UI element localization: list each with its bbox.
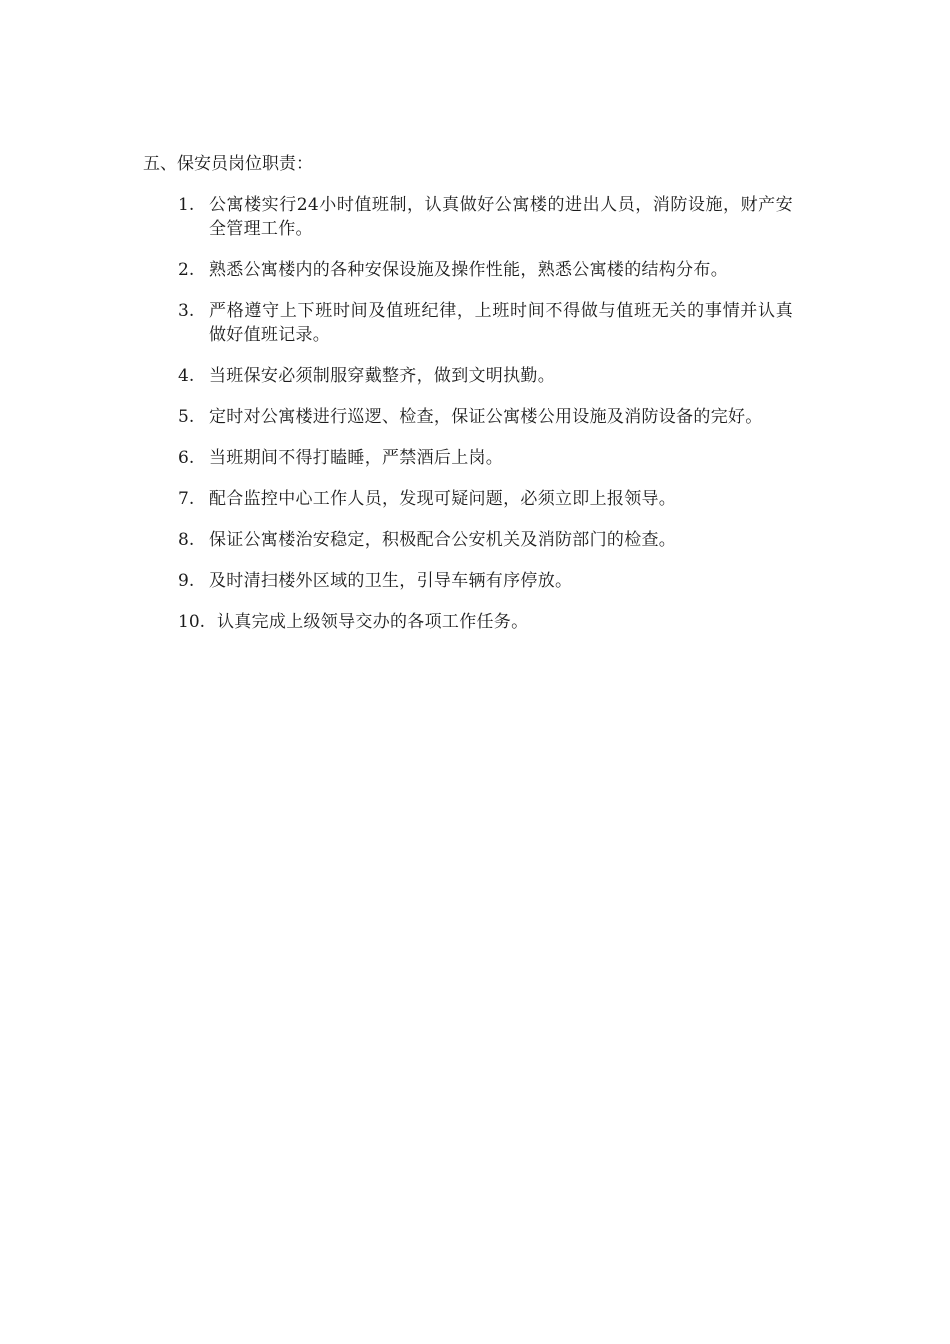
list-item-text: 定时对公寓楼进行巡逻、检查，保证公寓楼公用设施及消防设备的完好。	[209, 407, 763, 427]
list-item-text: 认真完成上级领导交办的各项工作任务。	[217, 612, 529, 632]
list-item-number: 8.	[178, 530, 195, 550]
list-item	[178, 299, 793, 347]
list-item-number: 9.	[178, 571, 195, 591]
list-item	[178, 446, 793, 470]
list-item-text: 当班保安必须制服穿戴整齐，做到文明执勤。	[209, 366, 555, 386]
list-item-number: 4.	[178, 366, 195, 386]
list-item-text: 严格遵守上下班时间及值班纪律，上班时间不得做与值班无关的事情并认真做好值班记录。	[209, 301, 793, 345]
list-item	[178, 610, 793, 634]
duty-list	[178, 193, 793, 651]
list-item	[178, 258, 793, 282]
list-item-text: 公寓楼实行24小时值班制，认真做好公寓楼的进出人员，消防设施，财产安全管理工作。	[209, 195, 793, 239]
list-item-text: 配合监控中心工作人员，发现可疑问题，必须立即上报领导。	[209, 489, 677, 509]
list-item-text: 当班期间不得打瞌睡，严禁酒后上岗。	[209, 448, 504, 468]
section-title: 五、保安员岗位职责：	[143, 154, 313, 174]
list-item	[178, 528, 793, 552]
list-item-number: 1.	[178, 195, 195, 215]
list-item	[178, 193, 793, 241]
list-item	[178, 487, 793, 511]
list-item	[178, 405, 793, 429]
list-item-number: 5.	[178, 407, 195, 427]
list-item-number: 7.	[178, 489, 195, 509]
list-item-number: 10.	[178, 612, 206, 632]
list-item-text: 熟悉公寓楼内的各种安保设施及操作性能，熟悉公寓楼的结构分布。	[209, 260, 728, 280]
list-item	[178, 569, 793, 593]
list-item-text: 保证公寓楼治安稳定，积极配合公安机关及消防部门的检查。	[209, 530, 677, 550]
list-item	[178, 364, 793, 388]
list-item-number: 3.	[178, 301, 195, 321]
list-item-number: 2.	[178, 260, 195, 280]
list-item-number: 6.	[178, 448, 195, 468]
list-item-text: 及时清扫楼外区域的卫生，引导车辆有序停放。	[209, 571, 573, 591]
